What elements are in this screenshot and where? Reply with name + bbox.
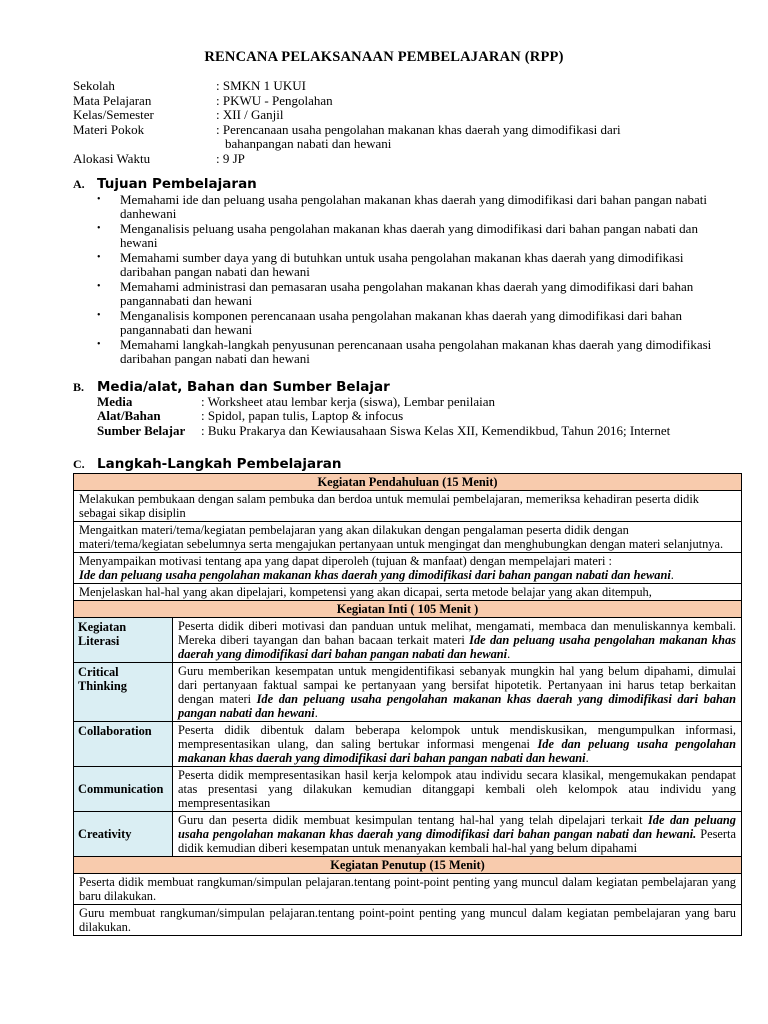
section-a [73,177,723,367]
identity-row-subject [73,94,713,109]
identity-label: Mata Pelajaran [73,92,152,108]
section-title: Media/alat, Bahan dan Sumber Belajar [97,379,390,395]
cell-text: Menyampaikan motivasi tentang apa yang dapat diperoleh (tujuan & manfaat) dengan mempelajari materi : [79,554,612,568]
tools-row [97,409,670,424]
table-cell: Mengaitkan materi/tema/kegiatan pembelajaran yang akan dilakukan dengan pengalaman peserta didik dengan materi/tema/kegiatan sebelumnya serta mengajukan pertanyaan untuk mengingat dan menghubungkan dengan materi selanjutnya. [74,522,742,553]
table-row [74,857,742,874]
list-item: • Memahami administrasi dan pemasaran usaha pengolahan makanan khas daerah yang dimodifikasi dari bahan pangannabati dan hewani [97,278,694,308]
bullet-icon: • [97,309,101,321]
identity-value: : 9 JP [216,150,245,166]
tools-label: Alat/Bahan [97,408,161,423]
period: . [670,568,674,582]
topic-text: Ide dan peluang usaha pengolahan makanan khas daerah yang dimodifikasi dari bahan pangan nabati dan hewani. [178,813,736,841]
table-cell: Peserta didik dibentuk dalam beberapa kelompok untuk mendiskusikan, mengumpulkan informasi, mempresentasikan ulang, dan saling bertukar informasi mengenai Ide dan peluang usaha pengolahan makanan khas daerah yang dimodifikasi dari bahan pangan nabati dan hewani. [173,722,742,767]
table-cell: Guru dan peserta didik membuat kesimpulan tentang hal-hal yang telah dipelajari terkait Ide dan peluang usaha pengolahan makanan khas daerah yang dimodifikasi dari bahan pangan nabati dan hewani. Peserta didik kemudian diberi kesempatan untuk menanyakan kembali hal-hal yang belum dipahami [173,812,742,857]
phase-label-collaboration: Collaboration [74,722,173,767]
identity-label: Kelas/Semester [73,107,154,122]
learning-steps-table [73,473,742,936]
identity-value [212,123,713,152]
identity-value: : PKWU - Pengolahan [216,92,333,108]
table-cell: Peserta didik mempresentasikan hasil kerja kelompok atau individu secara klasikal, mengemukakan pendapat atas presentasi yang dilakukan kemudian ditanggapi kembali oleh kelompok atau individu yang mempresentasikan [173,767,742,812]
table-row [74,522,742,553]
table-cell: Peserta didik membuat rangkuman/simpulan pelajaran.tentang point-point penting yang muncul dalam kegiatan pembelajaran yang baru dilakukan. [74,874,742,905]
table-cell: Menjelaskan hal-hal yang akan dipelajari, kompetensi yang akan dicapai, serta metode belajar yang akan ditempuh, [74,584,742,601]
opening-header: Kegiatan Pendahuluan (15 Menit) [74,474,742,491]
bullet-icon: • [97,193,101,205]
table-row [74,767,742,812]
identity-label: Materi Pokok [73,121,145,137]
phase-label-critical-thinking: Critical Thinking [74,663,173,722]
media-row [97,395,670,410]
section-letter: C. [73,457,85,471]
table-cell: Peserta didik diberi motivasi dan panduan untuk melihat, mengamati, membaca dan menuliskannya kembali. Mereka diberi tayangan dan bahan bacaan terkait materi Ide dan peluang usaha pengolahan makanan khas daerah yang dimodifikasi dari bahan pangan nabati dan hewani. [173,618,742,663]
phase-label-communication: Communication [74,767,173,812]
bullet-icon: • [97,338,101,350]
table-row [74,491,742,522]
topic-text: Ide dan peluang usaha pengolahan makanan khas daerah yang dimodifikasi dari bahan pangan nabati dan hewani [178,737,736,765]
source-row [97,424,670,439]
list-item: • Menganalisis komponen perencanaan usaha pengolahan makanan khas daerah yang dimodifikasi dari bahan pangannabati dan hewani [97,307,683,337]
table-row [74,584,742,601]
section-heading [73,177,723,192]
identity-label: Alokasi Waktu [73,150,151,166]
table-cell: Guru membuat rangkuman/simpulan pelajaran.tentang point-point penting yang muncul dalam kegiatan pembelajaran yang baru dilakukan. [74,905,742,936]
section-heading [73,380,670,395]
bullet-icon: • [97,222,101,234]
source-label: Sumber Belajar [97,422,186,438]
table-row [74,553,742,584]
tools-value: : Spidol, papan tulis, Laptop & infocus [201,408,404,423]
table-cell [74,553,742,584]
table-row [74,474,742,491]
section-c [73,457,341,472]
topic-text: Ide dan peluang usaha pengolahan makanan khas daerah yang dimodifikasi dari bahan pangan nabati dan hewani [178,633,736,661]
identity-value: : SMKN 1 UKUI [216,78,306,93]
list-item: • Memahami sumber daya yang di butuhkan untuk usaha pengolahan makanan khas daerah yang dimodifikasi daribahan pangan nabati dan hewani [97,249,684,279]
table-row [74,905,742,936]
core-header: Kegiatan Inti ( 105 Menit ) [74,601,742,618]
bullet-icon: • [97,251,101,263]
document-title: RENCANA PELAKSANAAN PEMBELAJARAN (RPP) [204,49,564,65]
section-title: Langkah-Langkah Pembelajaran [97,456,342,472]
identity-block [73,79,713,166]
identity-label: Sekolah [73,78,115,93]
list-item: • Memahami ide dan peluang usaha pengolahan makanan khas daerah yang dimodifikasi dari bahan pangan nabati danhewani [97,191,707,221]
identity-value-line2: bahanpangan nabati dan hewani [225,136,392,151]
list-item: • Memahami langkah-langkah penyusunan perencanaan usaha pengolahan makanan khas daerah yang dimodifikasi daribahan pangan nabati dan hewani [97,336,712,366]
section-letter: B. [73,380,85,394]
list-item: • Menganalisis peluang usaha pengolahan makanan khas daerah yang dimodifikasi dari bahan pangan nabati dan hewani [97,220,698,250]
bullet-icon: • [97,280,101,292]
identity-row-time [73,152,713,167]
media-label: Media [97,393,133,409]
table-row [74,663,742,722]
table-cell: Melakukan pembukaan dengan salam pembuka dan berdoa untuk memulai pembelajaran, memeriksa kehadiran peserta didik sebagai sikap disiplin [74,491,742,522]
identity-row-school [73,79,713,94]
table-row [74,874,742,905]
section-heading [73,457,341,472]
table-row [74,722,742,767]
identity-row-class [73,108,713,123]
table-row [74,812,742,857]
table-row [74,601,742,618]
topic-text: Ide dan peluang usaha pengolahan makanan khas daerah yang dimodifikasi dari bahan pangan nabati dan hewani [178,692,737,720]
table-row [74,618,742,663]
media-value: : Worksheet atau lembar kerja (siswa), Lembar penilaian [201,393,495,409]
phase-label-creativity: Creativity [74,812,173,857]
section-title: Tujuan Pembelajaran [97,176,257,192]
identity-value: : XII / Ganjil [216,107,284,122]
topic-text: Ide dan peluang usaha pengolahan makanan khas daerah yang dimodifikasi dari bahan pangan nabati dan hewani [79,568,671,582]
learning-goals-list [73,193,723,367]
section-letter: A. [73,177,85,191]
phase-label-literacy: Kegiatan Literasi [74,618,173,663]
identity-value-line1: : Perencanaan usaha pengolahan makanan khas daerah yang dimodifikasi dari [216,121,621,137]
table-cell: Guru memberikan kesempatan untuk mengidentifikasi sebanyak mungkin hal yang belum dipahami, dimulai dari pertanyaan faktual sampai ke pertanyaan yang bersifat hipotetik. Pertanyaan ini harus tetap berkaitan dengan materi Ide dan peluang usaha pengolahan makanan khas daerah yang dimodifikasi dari bahan pangan nabati dan hewani. [173,663,742,722]
identity-row-topic [73,123,713,152]
section-b [73,380,670,438]
closing-header: Kegiatan Penutup (15 Menit) [74,857,742,874]
source-value: : Buku Prakarya dan Kewiausahaan Siswa Kelas XII, Kemendikbud, Tahun 2016; Internet [201,422,671,438]
